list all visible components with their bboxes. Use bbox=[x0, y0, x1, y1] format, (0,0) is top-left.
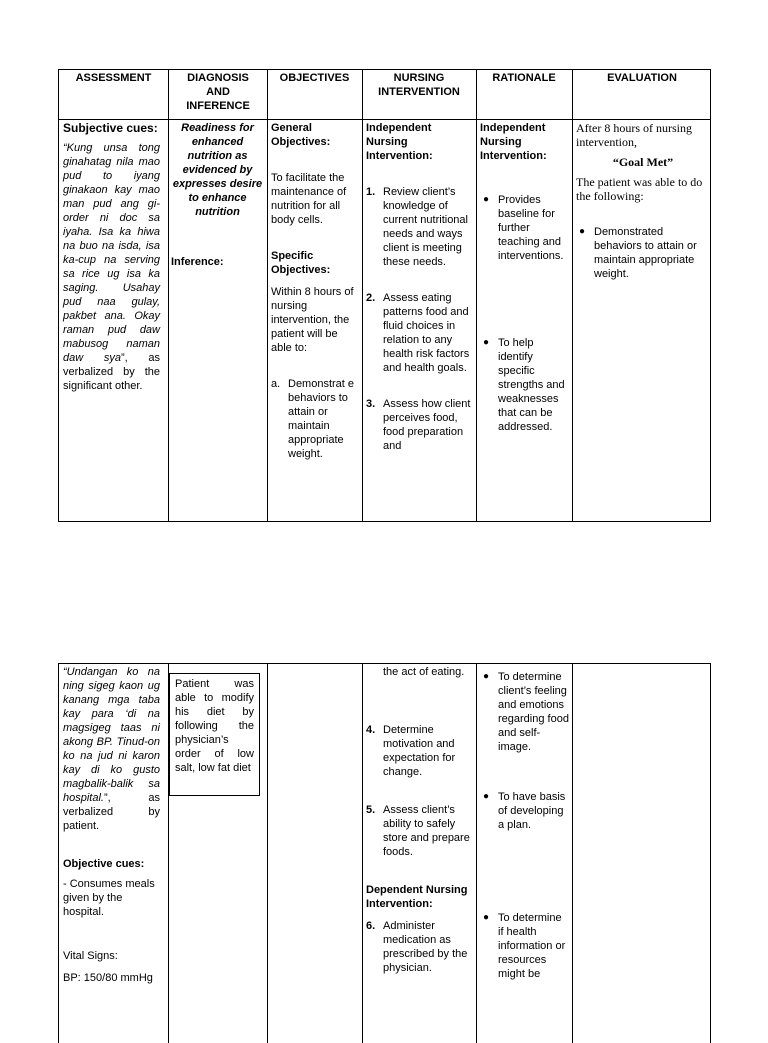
quote-text: “Undangan ko na ning sigeg kaon ug kanang mga taba kay para ‘di na magsigeg taas ni akong BP. Tinud-on ko na jud ni karon kay di ko gusto magbalik-balik sa hospital. bbox=[63, 666, 160, 804]
rationale-text: To help identify specific strengths and weaknesses that can be addressed. bbox=[498, 337, 565, 433]
care-plan-table-page-1 bbox=[58, 69, 711, 522]
header-divider bbox=[59, 119, 710, 120]
bullet-icon: ● bbox=[483, 337, 490, 348]
goal-status: “Goal Met” bbox=[612, 155, 674, 169]
intervention-item bbox=[366, 291, 473, 375]
objectives-cell bbox=[271, 121, 359, 461]
specific-objectives-label: Specific Objectives: bbox=[271, 250, 331, 276]
blood-pressure: BP: 150/80 mmHg bbox=[63, 972, 153, 984]
rationale-text: To determine client’s feeling and emotions regarding food and self-image. bbox=[498, 671, 569, 753]
evaluation-cell bbox=[576, 121, 710, 281]
evaluation-text: The patient was able to do the following: bbox=[576, 175, 703, 203]
header-diagnosis: DIAGNOSIS AND INFERENCE bbox=[186, 72, 250, 112]
intervention-item bbox=[366, 803, 473, 859]
general-objectives-text: To facilitate the maintenance of nutrition for all body cells. bbox=[271, 172, 347, 226]
intervention-number: 5. bbox=[366, 804, 376, 816]
objective-item-letter: a. bbox=[271, 378, 281, 390]
column-divider bbox=[267, 664, 268, 1043]
intervention-number: 4. bbox=[366, 724, 376, 736]
evaluation-intro: After 8 hours of nursing intervention, bbox=[576, 121, 692, 149]
column-divider bbox=[572, 70, 573, 521]
intervention-text: Assess how client perceives food, food preparation and bbox=[383, 398, 471, 452]
care-plan-table-page-2 bbox=[58, 663, 711, 1043]
column-divider bbox=[476, 70, 477, 521]
assessment-cell bbox=[63, 121, 160, 393]
rationale-label: Independent Nursing Intervention: bbox=[480, 122, 547, 162]
header-assessment: ASSESSMENT bbox=[75, 72, 152, 84]
subjective-quote bbox=[63, 141, 160, 393]
nursing-intervention-cell bbox=[366, 665, 473, 975]
rationale-item bbox=[480, 911, 570, 981]
diagnosis-note-box: Patient was able to modify his diet by following the physician’s order of low salt, low fat diet bbox=[169, 673, 260, 796]
intervention-item bbox=[366, 397, 473, 453]
rationale-item bbox=[480, 790, 570, 832]
inference-label: Inference: bbox=[171, 256, 224, 268]
column-divider bbox=[168, 70, 169, 521]
rationale-item bbox=[480, 670, 570, 754]
diagnosis-cell bbox=[171, 121, 264, 269]
assessment-cell bbox=[63, 665, 160, 985]
column-divider bbox=[267, 70, 268, 521]
intervention-number: 3. bbox=[366, 398, 376, 410]
header-evaluation: EVALUATION bbox=[607, 72, 677, 84]
column-divider bbox=[362, 664, 363, 1043]
header-nursing-intervention: NURSING INTERVENTION bbox=[378, 72, 460, 98]
quote-attribution: ”, as verbalized by patient. bbox=[63, 792, 160, 832]
column-divider bbox=[476, 664, 477, 1043]
intervention-item bbox=[366, 185, 473, 269]
specific-objectives-text: Within 8 hours of nursing intervention, the patient will be able to: bbox=[271, 286, 354, 354]
objective-item-text: Demonstrat e behaviors to attain or maintain appropriate weight. bbox=[288, 378, 355, 460]
nursing-diagnosis: Readiness for enhanced nutrition as evidenced by expresses desire to enhance nutrition bbox=[172, 122, 263, 218]
subjective-cues-label: Subjective cues: bbox=[63, 121, 158, 135]
bullet-icon: ● bbox=[579, 226, 586, 237]
intervention-text: Administer medication as prescribed by the physician. bbox=[383, 920, 468, 974]
quote-attribution: ”, as verbalized by the significant other. bbox=[63, 352, 160, 392]
bullet-icon: ● bbox=[483, 912, 490, 923]
objective-cues-label: Objective cues: bbox=[63, 858, 145, 870]
intervention-item bbox=[366, 919, 473, 975]
rationale-cell bbox=[480, 121, 570, 434]
objective-item-a bbox=[271, 377, 359, 461]
bullet-icon: ● bbox=[483, 671, 490, 682]
objective-cues-text: - Consumes meals given by the hospital. bbox=[63, 878, 155, 918]
bullet-icon: ● bbox=[483, 194, 490, 205]
bullet-icon: ● bbox=[483, 791, 490, 802]
header-rationale: RATIONALE bbox=[492, 72, 556, 84]
intervention-number: 2. bbox=[366, 292, 376, 304]
column-divider bbox=[572, 664, 573, 1043]
evaluation-item-text: Demonstrated behaviors to attain or maintain appropriate weight. bbox=[594, 226, 697, 280]
nursing-intervention-cell bbox=[366, 121, 473, 453]
independent-intervention-label: Independent Nursing Intervention: bbox=[366, 122, 433, 162]
intervention-number: 6. bbox=[366, 920, 376, 932]
rationale-text: To determine if health information or resources might be bbox=[498, 912, 566, 980]
rationale-cell bbox=[480, 670, 570, 981]
dependent-intervention-label: Dependent Nursing Intervention: bbox=[366, 884, 468, 910]
intervention-text: Determine motivation and expectation for change. bbox=[383, 724, 456, 778]
evaluation-item bbox=[576, 225, 710, 281]
intervention-continued: the act of eating. bbox=[383, 666, 465, 678]
intervention-text: Assess client’s ability to safely store and prepare foods. bbox=[383, 804, 470, 858]
intervention-number: 1. bbox=[366, 186, 376, 198]
vital-signs-label: Vital Signs: bbox=[63, 950, 118, 962]
column-divider bbox=[362, 70, 363, 521]
general-objectives-label: General Objectives: bbox=[271, 122, 331, 148]
rationale-item bbox=[480, 193, 570, 263]
intervention-text: Review client’s knowledge of current nutritional needs and ways client is meeting these needs. bbox=[383, 186, 468, 268]
patient-quote bbox=[63, 665, 160, 833]
header-objectives: OBJECTIVES bbox=[279, 72, 350, 84]
rationale-text: Provides baseline for further teaching and interventions. bbox=[498, 194, 564, 262]
rationale-text: To have basis of developing a plan. bbox=[498, 791, 566, 831]
quote-text: “Kung unsa tong ginahatag nila mao pud to iyang ginakaon kay mao man pud ang gi-order ni doc sa iyaha. Isa ka hiwa na buo na isda, isa ka-cup na serving sa rice ug isa ka saging. Usahay pud naa gulay, pakbet ana. Okay raman pud daw mabusog naman daw sya bbox=[63, 142, 160, 364]
intervention-item bbox=[366, 723, 473, 779]
intervention-text: Assess eating patterns food and fluid choices in relation to any health risk factors and health goals. bbox=[383, 292, 470, 374]
rationale-item bbox=[480, 336, 570, 434]
